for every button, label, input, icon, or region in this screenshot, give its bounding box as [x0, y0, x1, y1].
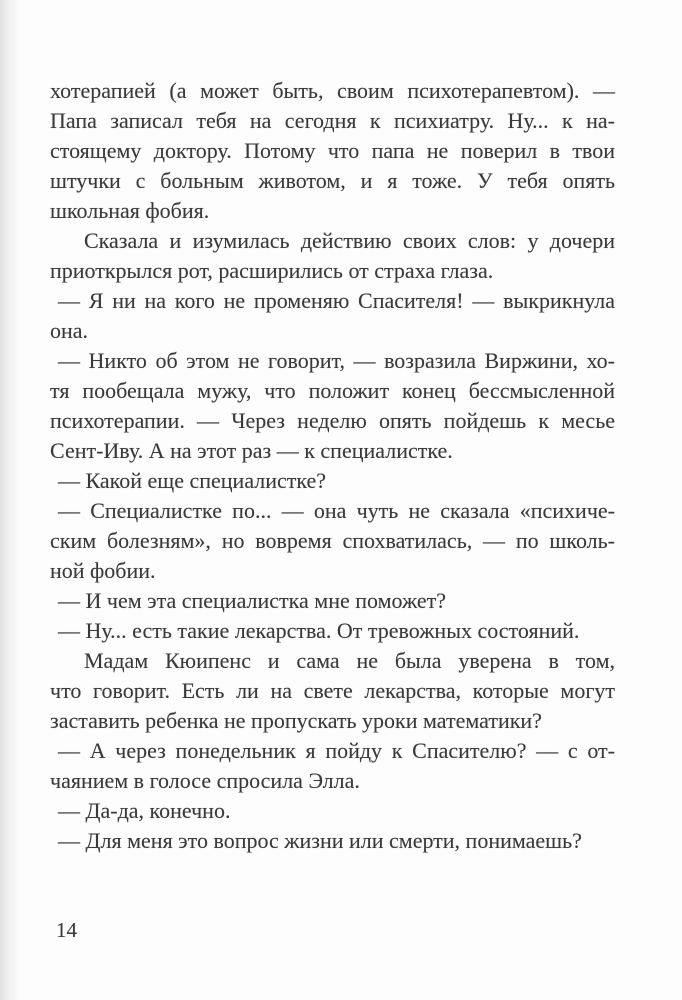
text-line: она. [50, 318, 89, 343]
text-line: Папа записал тебя на сегодня к психиатру. Ну... к на- [50, 108, 615, 133]
paragraph-dialogue [50, 736, 615, 796]
text-line: Мадам Кюипенс и сама не была уверена в том, [84, 648, 615, 673]
text-line: — Ну... есть такие лекарства. От тревожных состояний. [58, 618, 580, 643]
paragraph-dialogue [50, 586, 615, 616]
text-line: тя пообещала мужу, что положит конец бессмысленной [50, 378, 615, 403]
text-line: заставить ребенка не пропускать уроки математики? [50, 708, 542, 733]
paragraph-dialogue [50, 346, 615, 466]
paragraph-dialogue [50, 616, 615, 646]
paragraph-dialogue [50, 796, 615, 826]
paragraph-dialogue [50, 286, 615, 346]
text-line: — Я ни на кого не променяю Спасителя! — выкрикнула [58, 288, 615, 313]
text-line: ной фобии. [50, 558, 156, 583]
text-line: — Для меня это вопрос жизни или смерти, понимаешь? [58, 828, 582, 853]
text-line: — Какой еще специалистке? [58, 468, 327, 493]
text-line: штучки с больным животом, и я тоже. У тебя опять [50, 168, 615, 193]
text-line: школьная фобия. [50, 198, 210, 223]
text-line: — И чем эта специалистка мне поможет? [58, 588, 447, 613]
page-text [50, 76, 615, 856]
text-line: психотерапии. — Через неделю опять пойдешь к месье [50, 408, 615, 433]
page-number: 14 [56, 918, 77, 942]
text-line: ским болезням», но вовремя спохватилась, — по школь- [50, 528, 615, 553]
text-line: хотерапией (а может быть, своим психотерапевтом). — [50, 78, 615, 103]
text-line: — Никто об этом не говорит, — возразила Виржини, хо- [58, 348, 615, 373]
text-line: — Да-да, конечно. [58, 798, 231, 823]
text-line: — А через понедельник я пойду к Спасителю? — с от- [58, 738, 615, 763]
text-line: приоткрылся рот, расширились от страха глаза. [50, 258, 494, 283]
paragraph-dialogue [50, 826, 615, 856]
paragraph-dialogue [50, 466, 615, 496]
text-line: Сказала и изумилась действию своих слов: у дочери [84, 228, 615, 253]
page-edge-shadow [0, 0, 22, 1000]
paragraph-narrative [50, 226, 615, 286]
paragraph-continuation [50, 76, 615, 226]
text-line: что говорит. Есть ли на свете лекарства, которые могут [50, 678, 615, 703]
text-line: стоящему доктору. Потому что папа не поверил в твои [50, 138, 615, 163]
paragraph-dialogue [50, 496, 615, 586]
text-line: — Специалистке по... — она чуть не сказала «психиче- [58, 498, 615, 523]
text-line: чаянием в голосе спросила Элла. [50, 768, 360, 793]
text-line: Сент-Иву. А на этот раз — к специалистке. [50, 438, 453, 463]
paragraph-narrative [50, 646, 615, 736]
